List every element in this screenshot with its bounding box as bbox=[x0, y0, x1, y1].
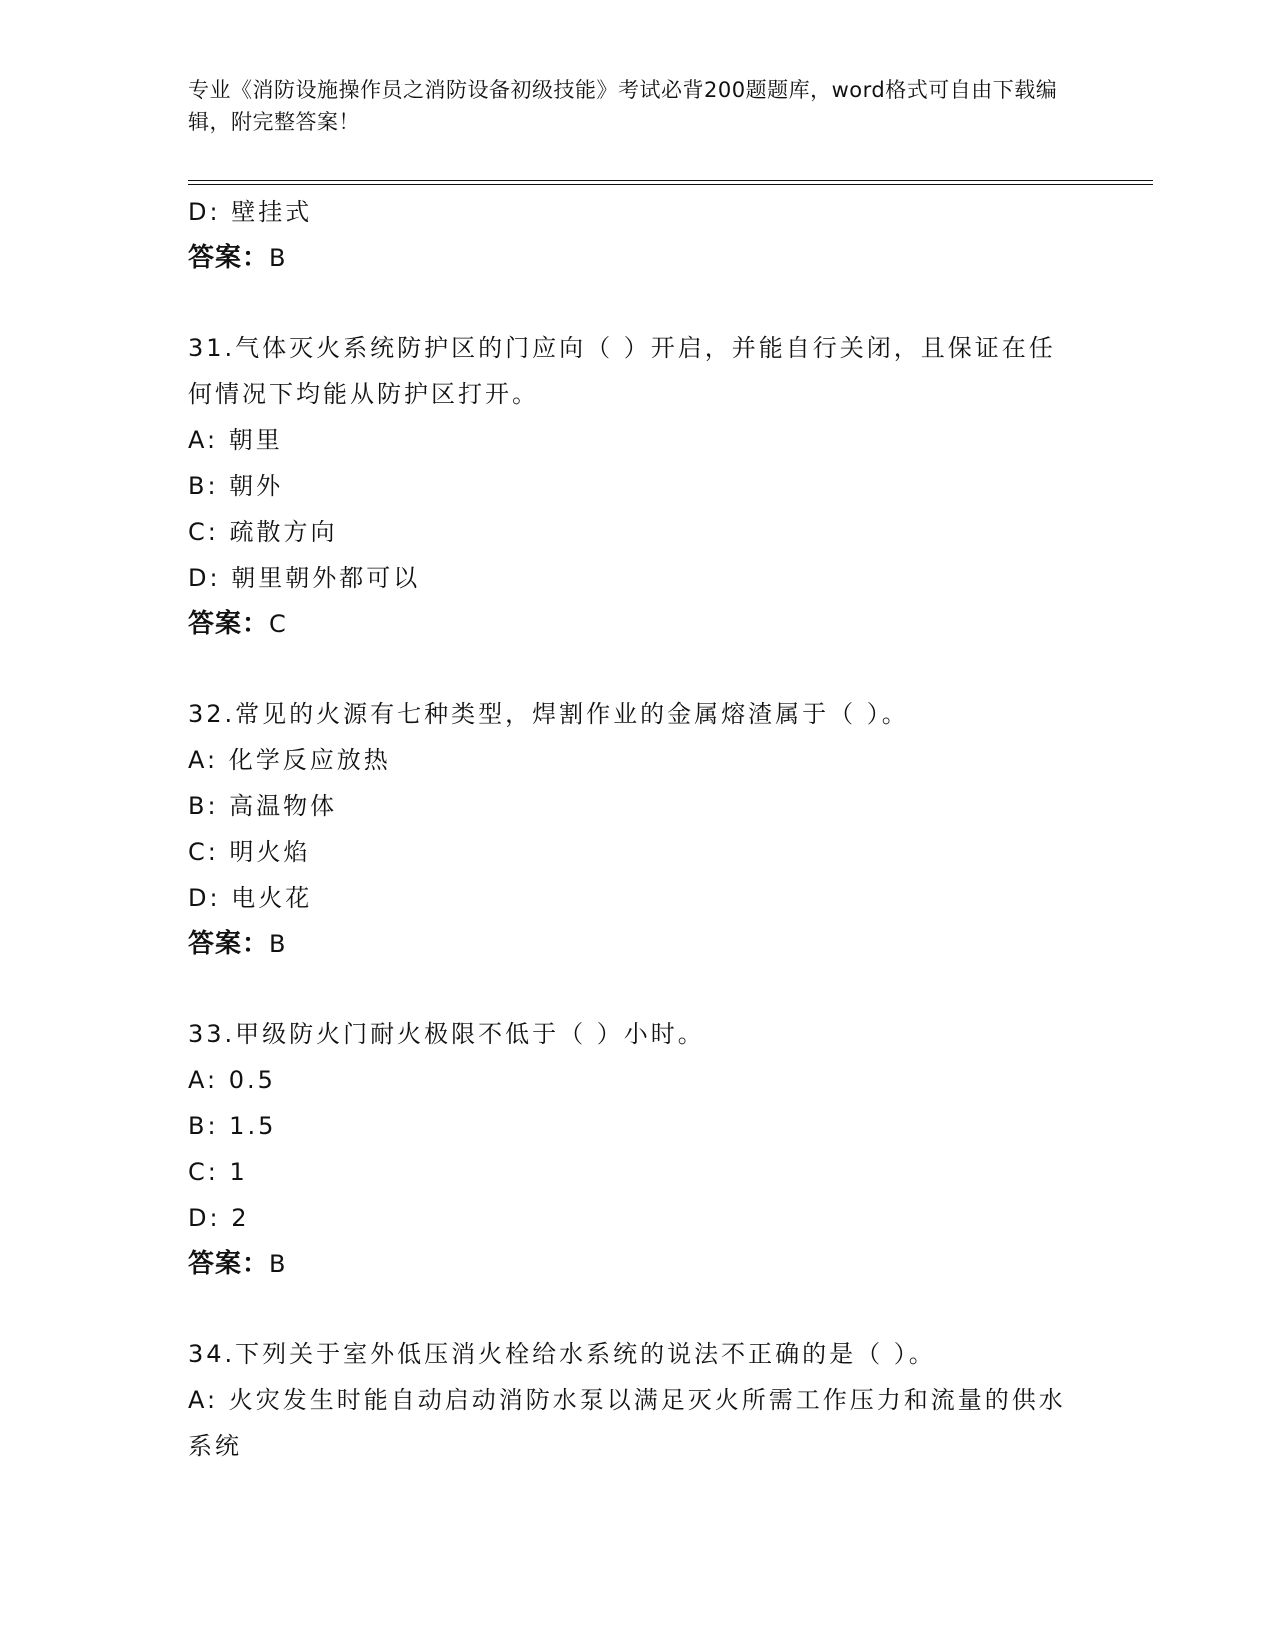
answer-line bbox=[188, 921, 1088, 967]
header-divider-bottom bbox=[188, 184, 1153, 185]
answer-value: B bbox=[269, 1250, 287, 1278]
option-b: B: 1.5 bbox=[188, 1112, 277, 1140]
option-a: A: 火灾发生时能自动启动消防水泵以满足灭火所需工作压力和流量的供水系统 bbox=[188, 1386, 1066, 1460]
question-text: 33.甲级防火门耐火极限不低于（ ）小时。 bbox=[188, 1020, 705, 1048]
header-divider-top bbox=[188, 180, 1153, 181]
answer-label: 答案： bbox=[188, 609, 270, 639]
option-b: B: 朝外 bbox=[188, 472, 284, 500]
question-text: 32.常见的火源有七种类型，焊割作业的金属熔渣属于（ ）。 bbox=[188, 700, 909, 728]
option-d: D: 朝里朝外都可以 bbox=[188, 564, 421, 592]
answer-value: C bbox=[269, 610, 287, 638]
option-c: C: 明火焰 bbox=[188, 838, 311, 866]
option-c: C: 1 bbox=[188, 1158, 248, 1186]
answer-line bbox=[188, 1241, 1088, 1287]
question-list bbox=[188, 189, 1088, 1469]
option-d: D: 壁挂式 bbox=[188, 198, 313, 226]
option-a: A: 朝里 bbox=[188, 426, 283, 454]
option-a: A: 0.5 bbox=[188, 1066, 276, 1094]
option-d: D: 电火花 bbox=[188, 884, 313, 912]
question-text: 31.气体灭火系统防护区的门应向（ ）开启，并能自行关闭，且保证在任何情况下均能从防护区打开。 bbox=[188, 334, 1056, 408]
answer-label: 答案： bbox=[188, 1249, 270, 1279]
option-b: B: 高温物体 bbox=[188, 792, 338, 820]
document-header: 专业《消防设施操作员之消防设备初级技能》考试必背200题题库，word格式可自由下载编辑，附完整答案！ bbox=[188, 78, 1058, 134]
answer-value: B bbox=[269, 930, 287, 958]
option-d: D: 2 bbox=[188, 1204, 250, 1232]
answer-line bbox=[188, 235, 1088, 281]
question-text: 34.下列关于室外低压消火栓给水系统的说法不正确的是（ ）。 bbox=[188, 1340, 936, 1368]
option-c: C: 疏散方向 bbox=[188, 518, 338, 546]
answer-label: 答案： bbox=[188, 243, 270, 273]
answer-value: B bbox=[269, 244, 287, 272]
option-a: A: 化学反应放热 bbox=[188, 746, 391, 774]
answer-label: 答案： bbox=[188, 929, 270, 959]
answer-line bbox=[188, 601, 1088, 647]
